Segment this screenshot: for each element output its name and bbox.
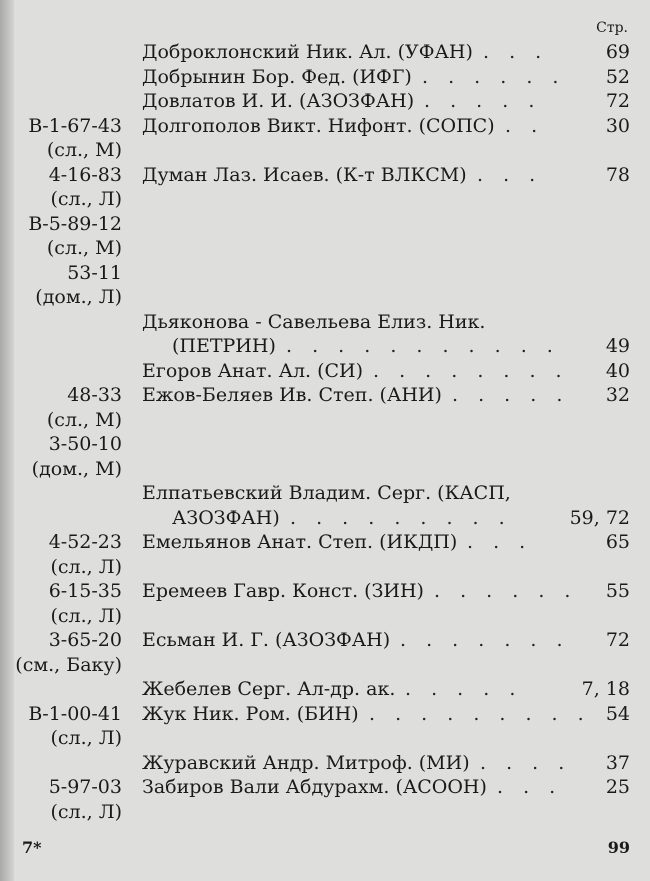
phone-code: 4-52-23 xyxy=(48,531,122,553)
index-line xyxy=(0,89,650,114)
entry-page-number: 40 xyxy=(605,359,630,382)
phone-code: (сл., М) xyxy=(46,408,122,431)
entry-page-number: 55 xyxy=(605,580,630,602)
phone-code: В-1-67-43 xyxy=(28,114,122,137)
entry-page-number: 7, 18 xyxy=(581,678,630,700)
phone-code: В-5-89-12 xyxy=(28,212,122,235)
page-column-header: Стр. xyxy=(596,20,628,36)
leader-dots: . . . xyxy=(497,776,563,798)
entry-name: Долгополов Викт. Нифонт. (СОПС) xyxy=(142,114,495,137)
entry-name: Есьман И. Г. (АЗОЗФАН) xyxy=(142,629,391,651)
phone-code: (сл., Л) xyxy=(50,800,122,823)
index-line xyxy=(0,383,650,408)
phone-code: 48-33 xyxy=(67,384,122,406)
index-line xyxy=(0,506,650,531)
index-line xyxy=(0,457,650,482)
index-line xyxy=(0,775,650,800)
phone-code: (сл., М) xyxy=(46,139,122,161)
phone-code: В-1-00-41 xyxy=(28,702,122,725)
index-line xyxy=(0,359,650,384)
leader-dots: . . xyxy=(505,114,545,137)
index-line xyxy=(0,285,650,310)
index-line xyxy=(0,530,650,555)
entry-page-number: 52 xyxy=(605,65,630,88)
entry-page-number: 59, 72 xyxy=(569,506,630,529)
leader-dots: . . . . . . xyxy=(422,65,566,88)
entry-name: Доброклонский Ник. Ал. (УФАН) xyxy=(142,41,473,63)
index-line xyxy=(0,163,650,188)
entry-name: Жук Ник. Ром. (БИН) xyxy=(142,702,359,725)
phone-code: 4-16-83 xyxy=(48,163,122,186)
leader-dots: . . . . . xyxy=(452,384,570,406)
leader-dots: . . . . . . xyxy=(434,580,578,602)
entry-name: Жебелев Серг. Ал-др. ак. xyxy=(142,678,396,700)
phone-code: (сл., Л) xyxy=(50,555,122,578)
index-line xyxy=(0,40,650,65)
phone-code: (дом., М) xyxy=(31,457,122,480)
phone-code: 53-11 xyxy=(67,261,122,284)
entry-page-number: 65 xyxy=(605,531,630,553)
index-line xyxy=(0,212,650,237)
index-line xyxy=(0,677,650,702)
leader-dots: . . . xyxy=(477,163,543,186)
entry-page-number: 69 xyxy=(605,41,630,63)
entry-page-number: 32 xyxy=(605,384,630,406)
entry-page-number: 49 xyxy=(605,335,630,357)
leader-dots: . . . . . . . . . . . xyxy=(286,335,560,357)
leader-dots: . . . . . . . . xyxy=(373,359,569,382)
leader-dots: . . . . . . . xyxy=(400,629,570,651)
entry-name: Думан Лаз. Исаев. (К-т ВЛКСМ) xyxy=(142,163,467,186)
entry-page-number: 25 xyxy=(605,776,630,798)
entry-name: (ПЕТРИН) xyxy=(172,335,276,357)
index-line xyxy=(0,65,650,90)
entry-name: Елпатьевский Владим. Серг. (КАСП, xyxy=(142,482,511,504)
index-line xyxy=(0,628,650,653)
entry-name: АЗОЗФАН) xyxy=(172,506,280,529)
leader-dots: . . . . . xyxy=(424,90,542,112)
entry-page-number: 54 xyxy=(605,702,630,725)
entry-name: Емельянов Анат. Степ. (ИКДП) xyxy=(142,531,458,553)
index-line xyxy=(0,432,650,457)
signature-mark: 7* xyxy=(22,838,42,857)
leader-dots: . . . . . . . . . xyxy=(369,702,591,725)
entry-name: Добрынин Бор. Фед. (ИФГ) xyxy=(142,65,412,88)
entry-page-number: 37 xyxy=(605,751,630,774)
leader-dots: . . . . . . . . . xyxy=(290,506,512,529)
index-line xyxy=(0,604,650,629)
entry-name: Дьяконова - Савельева Елиз. Ник. xyxy=(142,310,486,333)
index-line xyxy=(0,702,650,727)
index-line xyxy=(0,751,650,776)
entry-name: Еремеев Гавр. Конст. (ЗИН) xyxy=(142,580,424,602)
entry-name: Ежов-Беляев Ив. Степ. (АНИ) xyxy=(142,384,442,406)
phone-code: (см., Баку) xyxy=(15,653,122,676)
index-line xyxy=(0,334,650,359)
index-line xyxy=(0,726,650,751)
index-line xyxy=(0,187,650,212)
index-line xyxy=(0,653,650,678)
entry-page-number: 78 xyxy=(605,163,630,186)
index-line xyxy=(0,579,650,604)
phone-code: 6-15-35 xyxy=(48,580,122,602)
leader-dots: . . . xyxy=(467,531,533,553)
phone-code: (дом., Л) xyxy=(35,286,122,308)
entry-page-number: 72 xyxy=(605,629,630,651)
index-line xyxy=(0,800,650,825)
phone-code: (сл., Л) xyxy=(50,604,122,627)
index-line xyxy=(0,261,650,286)
phone-code: (сл., М) xyxy=(46,237,122,259)
entry-name: Довлатов И. И. (АЗОЗФАН) xyxy=(142,90,415,112)
entry-name: Егоров Анат. Ал. (СИ) xyxy=(142,359,364,382)
phone-code: (сл., Л) xyxy=(50,188,122,210)
leader-dots: . . . . . xyxy=(405,678,523,700)
index-line xyxy=(0,114,650,139)
entry-page-number: 30 xyxy=(605,114,630,137)
index-line xyxy=(0,555,650,580)
index-line xyxy=(0,236,650,261)
phone-code: 3-65-20 xyxy=(48,629,122,651)
leader-dots: . . . . xyxy=(480,751,572,774)
index-line xyxy=(0,310,650,335)
entry-page-number: 72 xyxy=(605,90,630,112)
phone-code: 5-97-03 xyxy=(48,776,122,798)
index-line xyxy=(0,481,650,506)
phone-code: (сл., Л) xyxy=(50,727,122,749)
index-entries xyxy=(0,40,650,824)
index-line xyxy=(0,408,650,433)
page-number: 99 xyxy=(607,838,630,857)
index-line xyxy=(0,138,650,163)
entry-name: Журавский Андр. Митроф. (МИ) xyxy=(142,751,470,774)
leader-dots: . . . xyxy=(483,41,549,63)
phone-code: 3-50-10 xyxy=(48,433,122,455)
entry-name: Забиров Вали Абдурахм. (АСООН) xyxy=(142,776,487,798)
